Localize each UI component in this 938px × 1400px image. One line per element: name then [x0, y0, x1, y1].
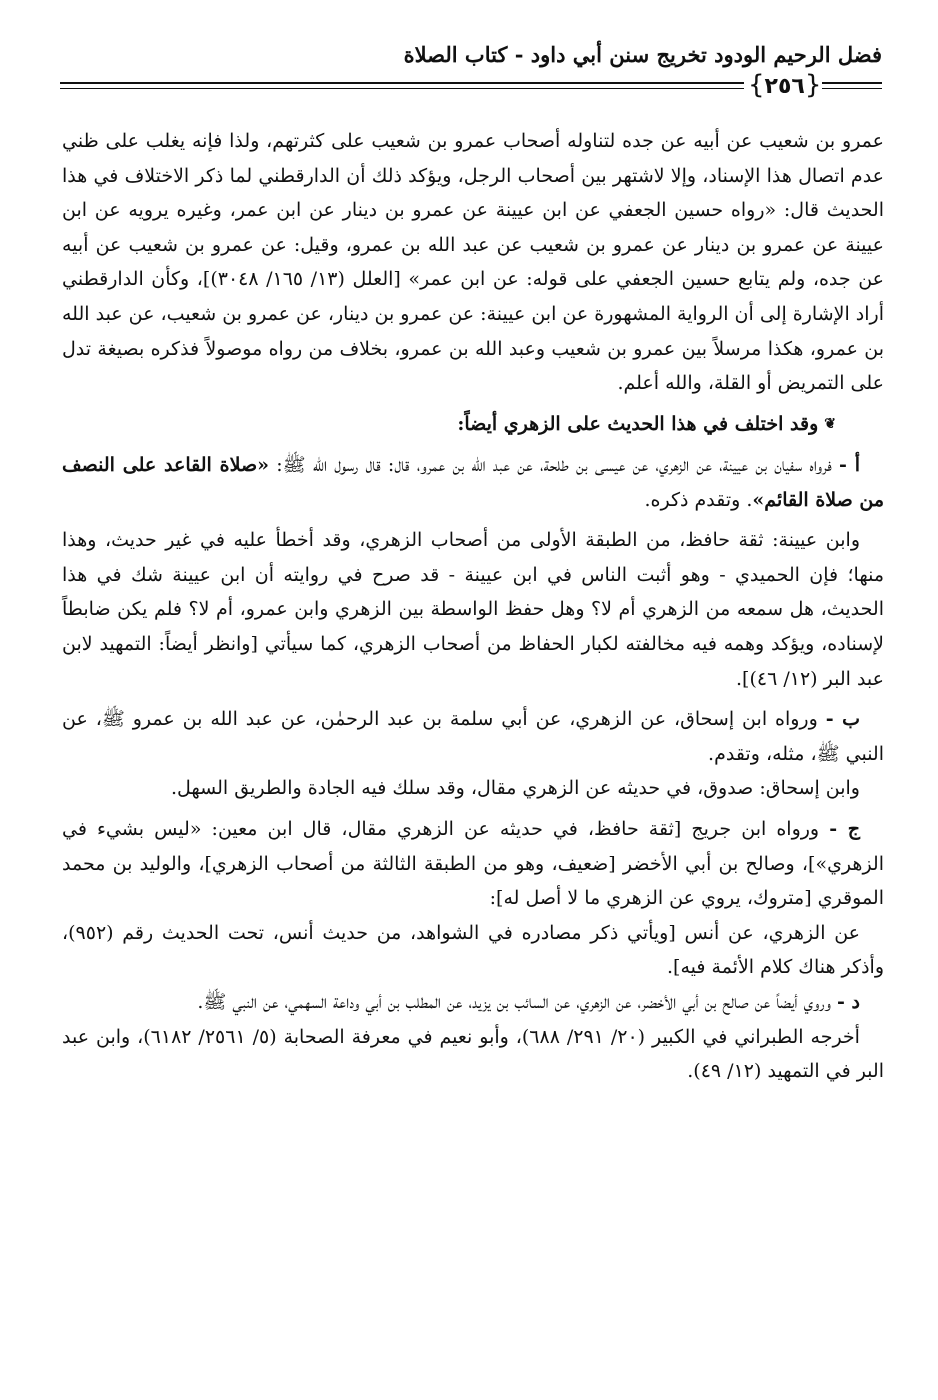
page-number: ٢٥٦: [764, 74, 805, 99]
leaf-ornament-icon: ❦: [824, 416, 836, 433]
item-marker: د -: [837, 990, 860, 1013]
header-rule: [60, 82, 744, 84]
paragraph: [62, 916, 884, 985]
paragraph: [62, 448, 884, 517]
paragraph-text: وروي أيضاً عن صالح بن أبي الأخضر، عن الزهري، عن السائب بن يزيد، عن المطلب بن أبي وداعة السهمي، عن النبي ﷺ.: [197, 990, 831, 1013]
paragraph-text: . وتقدم ذكره.: [644, 488, 753, 511]
paragraph-text: عن الزهري، عن أنس [ويأتي ذكر مصادره في الشواهد، من حديث أنس، تحت الحديث رقم (٩٥٢)، وأذكر هناك كلام الأئمة فيه].: [62, 921, 884, 979]
page-header: [60, 40, 882, 70]
item-marker: ج -: [829, 817, 861, 840]
paragraph: [62, 1020, 884, 1089]
paragraph-text: عمرو بن شعيب عن أبيه عن جده لتناوله أصحاب عمرو بن شعيب على كثرتهم، ولذا فإنه يغلب على ظني عدم اتصال هذا الإسناد، وإلا لاشتهر بين أصحاب الرجل، ويؤكد ذلك أن الدارقطني لما ذكر الاختلاف في هذا الحديث قال: «رواه حسين الجعفي عن ابن عيينة عن عمرو بن دينار عن ابن عمر، وغيره يرويه عن ابن عيينة عن عمرو بن دينار عن عمرو بن شعيب عن عبد الله بن عمرو، وقيل: عن عمرو بن شعيب عن أبيه عن جده، ولم يتابع حسين الجعفي على قوله: عن ابن عمر» [العلل (١٣/ ١٦٥/ ٣٠٤٨)]، وكأن الدارقطني أراد الإشارة إلى أن الرواية المشهورة عن ابن عيينة: عن عمرو بن دينار، عن عمرو بن شعيب، عن عبد الله بن عمرو، هكذا مرسلاً بين عمرو بن شعيب وعبد الله بن عمرو، بخلاف من رواه موصولاً فذكره بصيغة تدل على التمريض أو القلة، والله أعلم.: [62, 130, 885, 395]
header-rule: [60, 88, 744, 89]
paragraph-text: وابن عيينة: ثقة حافظ، من الطبقة الأولى من أصحاب الزهري، وقد أخطأ عليه في غير حديث، وهذا منها؛ فإن الحميدي - وهو أثبت الناس في ابن عيينة - قد صرح في روايته أن ابن عيينة شك في هذا الحديث، هل سمعه من الزهري أم لا؟ وهل حفظ الواسطة بين الزهري وابن عمرو، أم لا؟ فلم يكن ضابطاً لإسناده، ويؤكد وهمه فيه مخالفته لكبار الحفاظ من أصحاب الزهري، كما سيأتي [وانظر أيضاً: التمهيد لابن عبد البر (١٢/ ٤٦)].: [62, 529, 884, 690]
header-rule: [822, 88, 882, 89]
section-heading: [62, 407, 884, 442]
paragraph: [62, 812, 884, 916]
header-rule: [822, 82, 882, 84]
paragraph-text: ورواه ابن جريج [ثقة حافظ، في حديثه عن الزهري مقال، قال ابن معين: «ليس بشيء في الزهري»]، وصالح بن أبي الأخضر [ضعيف، وهو من الطبقة الثالثة من أصحاب الزهري]، والوليد بن محمد الموقري [متروك، يروي عن الزهري ما لا أصل له]:: [62, 817, 884, 910]
paragraph-text: ورواه ابن إسحاق، عن الزهري، عن أبي سلمة بن عبد الرحمٰن، عن عبد الله بن عمرو ﷺ، عن النبي ﷺ، مثله، وتقدم.: [62, 708, 884, 765]
paragraph-text: فرواه سفيان بن عيينة، عن الزهري، عن عيسى بن طلحة، عن عبد الله بن عمرو، قال: قال رسول الله ﷺ:: [268, 454, 832, 477]
paragraph: [62, 523, 884, 696]
item-marker: ب -: [825, 708, 860, 731]
paragraph: [62, 702, 884, 771]
paragraph: [62, 124, 884, 401]
paragraph-text: وابن إسحاق: صدوق، في حديثه عن الزهري مقال، وقد سلك فيه الجادة والطريق السهل.: [170, 777, 860, 800]
paragraph: [62, 985, 884, 1020]
paragraph-text: أخرجه الطبراني في الكبير (٢٠/ ٢٩١/ ٦٨٨)، وأبو نعيم في معرفة الصحابة (٥/ ٢٥٦١/ ٦١٨٢)، وابن عبد البر في التمهيد (١٢/ ٤٩).: [62, 1025, 884, 1083]
item-marker: أ -: [839, 454, 860, 477]
paragraph: [62, 771, 884, 806]
page-body: [62, 124, 884, 1089]
hadith-quote: «صلاة القاعد على النصف من صلاة القائم»: [62, 454, 884, 511]
page-number-ornament: [748, 68, 820, 102]
ornament-brace-left: {: [748, 70, 765, 100]
ornament-brace-right: }: [804, 70, 822, 100]
running-title: فضل الرحيم الودود تخريج سنن أبي داود - كتاب الصلاة: [403, 42, 882, 67]
heading-text: وقد اختلف في هذا الحديث على الزهري أيضاً:: [457, 412, 819, 435]
